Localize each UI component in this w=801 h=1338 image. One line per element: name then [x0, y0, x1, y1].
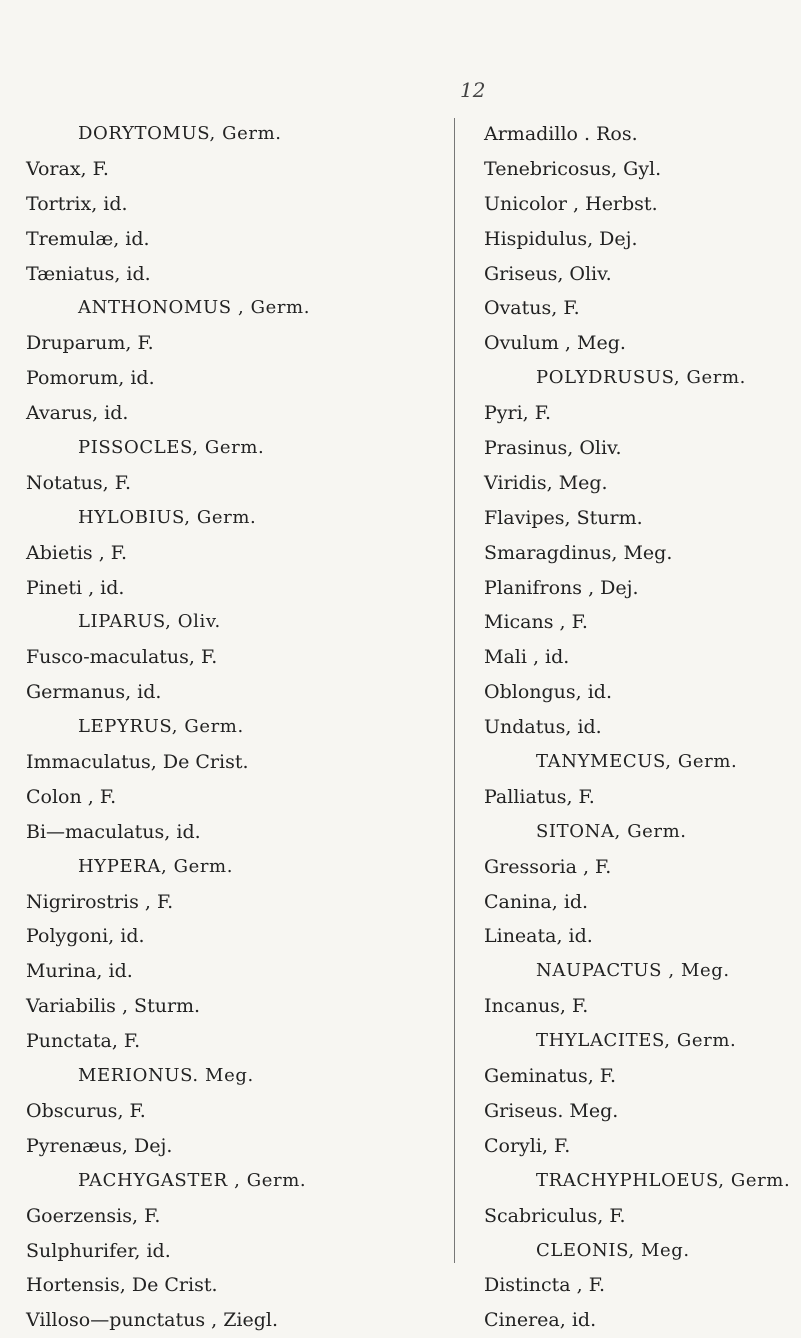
genus-heading: LEPYRUS, Germ.	[78, 716, 244, 738]
species-entry: Immaculatus, De Crist.	[26, 751, 249, 774]
species-entry: Undatus, id.	[484, 716, 602, 739]
genus-heading: THYLACITES, Germ.	[536, 1030, 737, 1052]
page-number: 12	[460, 78, 486, 102]
species-entry: Germanus, id.	[26, 681, 162, 704]
species-entry: Bi—maculatus, id.	[26, 820, 201, 843]
species-entry: Unicolor , Herbst.	[484, 192, 658, 215]
species-entry: Polygoni, id.	[26, 925, 145, 948]
species-entry: Incanus, F.	[484, 995, 589, 1018]
species-entry: Geminatus, F.	[484, 1065, 617, 1088]
species-entry: Villoso—punctatus , Ziegl.	[26, 1309, 279, 1332]
species-entry: Avarus, id.	[26, 402, 129, 425]
species-entry: Colon , F.	[26, 785, 117, 808]
species-entry: Flavipes, Sturm.	[484, 506, 643, 529]
species-entry: Nigrirostris , F.	[26, 890, 174, 913]
species-entry: Smaragdinus, Meg.	[484, 541, 673, 564]
genus-heading: CLEONIS, Meg.	[536, 1239, 690, 1261]
species-entry: Notatus, F.	[26, 471, 131, 494]
species-entry: Griseus. Meg.	[484, 1099, 619, 1122]
genus-heading: HYPERA, Germ.	[78, 855, 234, 877]
genus-heading: POLYDRUSUS, Germ.	[536, 367, 746, 389]
genus-heading: HYLOBIUS, Germ.	[78, 506, 257, 528]
genus-heading: TRACHYPHLOEUS, Germ.	[536, 1169, 791, 1191]
genus-heading: NAUPACTUS , Meg.	[536, 960, 730, 982]
species-entry: Prasinus, Oliv.	[484, 437, 622, 460]
species-entry: Distincta , F.	[484, 1274, 605, 1297]
species-entry: Hispidulus, Dej.	[484, 227, 638, 250]
species-entry: Hortensis, De Crist.	[26, 1274, 218, 1297]
species-entry: Pineti , id.	[26, 576, 125, 599]
species-entry: Oblongus, id.	[484, 681, 612, 704]
species-entry: Scabriculus, F.	[484, 1204, 626, 1227]
species-entry: Coryli, F.	[484, 1134, 571, 1157]
species-entry: Lineata, id.	[484, 925, 593, 948]
species-entry: Vorax, F.	[26, 157, 109, 180]
species-entry: Variabilis , Sturm.	[26, 995, 201, 1018]
genus-heading: DORYTOMUS, Germ.	[78, 123, 282, 144]
species-entry: Tæniatus, id.	[26, 262, 151, 285]
species-entry: Ovulum , Meg.	[484, 332, 626, 355]
species-entry: Cinerea, id.	[484, 1309, 597, 1332]
species-entry: Murina, id.	[26, 960, 133, 983]
species-entry: Armadillo . Ros.	[484, 123, 638, 145]
species-entry: Griseus, Oliv.	[484, 262, 612, 285]
species-entry: Viridis, Meg.	[484, 471, 608, 494]
species-entry: Ovatus, F.	[484, 297, 580, 320]
species-entry: Tremulæ, id.	[26, 227, 150, 250]
genus-heading: LIPARUS, Oliv.	[78, 611, 221, 633]
species-entry: Tortrix, id.	[26, 192, 128, 215]
species-entry: Canina, id.	[484, 890, 589, 913]
species-entry: Fusco-maculatus, F.	[26, 646, 218, 669]
genus-heading: ANTHONOMUS , Germ.	[78, 297, 311, 319]
left-column	[26, 117, 366, 1338]
species-entry: Goerzensis, F.	[26, 1204, 161, 1227]
species-entry: Sulphurifer, id.	[26, 1239, 171, 1262]
genus-heading: PACHYGASTER , Germ.	[78, 1169, 307, 1191]
species-entry: Mali , id.	[484, 646, 570, 669]
species-entry: Tenebricosus, Gyl.	[484, 157, 662, 180]
species-entry: Pyri, F.	[484, 402, 552, 425]
species-entry: Gressoria , F.	[484, 855, 612, 878]
right-column	[484, 117, 801, 1338]
genus-heading: MERIONUS. Meg.	[78, 1065, 254, 1087]
species-entry: Planifrons , Dej.	[484, 576, 639, 599]
genus-heading: PISSOCLES, Germ.	[78, 437, 265, 459]
species-entry: Palliatus, F.	[484, 785, 595, 808]
species-entry: Druparum, F.	[26, 332, 154, 355]
species-entry: Pomorum, id.	[26, 367, 155, 390]
species-entry: Pyrenæus, Dej.	[26, 1134, 173, 1157]
species-entry: Abietis , F.	[26, 541, 128, 564]
genus-heading: TANYMECUS, Germ.	[536, 751, 738, 773]
genus-heading: SITONA, Germ.	[536, 820, 687, 842]
column-divider	[454, 118, 455, 1263]
species-entry: Obscurus, F.	[26, 1099, 146, 1122]
species-entry: Micans , F.	[484, 611, 588, 634]
species-entry: Punctata, F.	[26, 1030, 141, 1053]
